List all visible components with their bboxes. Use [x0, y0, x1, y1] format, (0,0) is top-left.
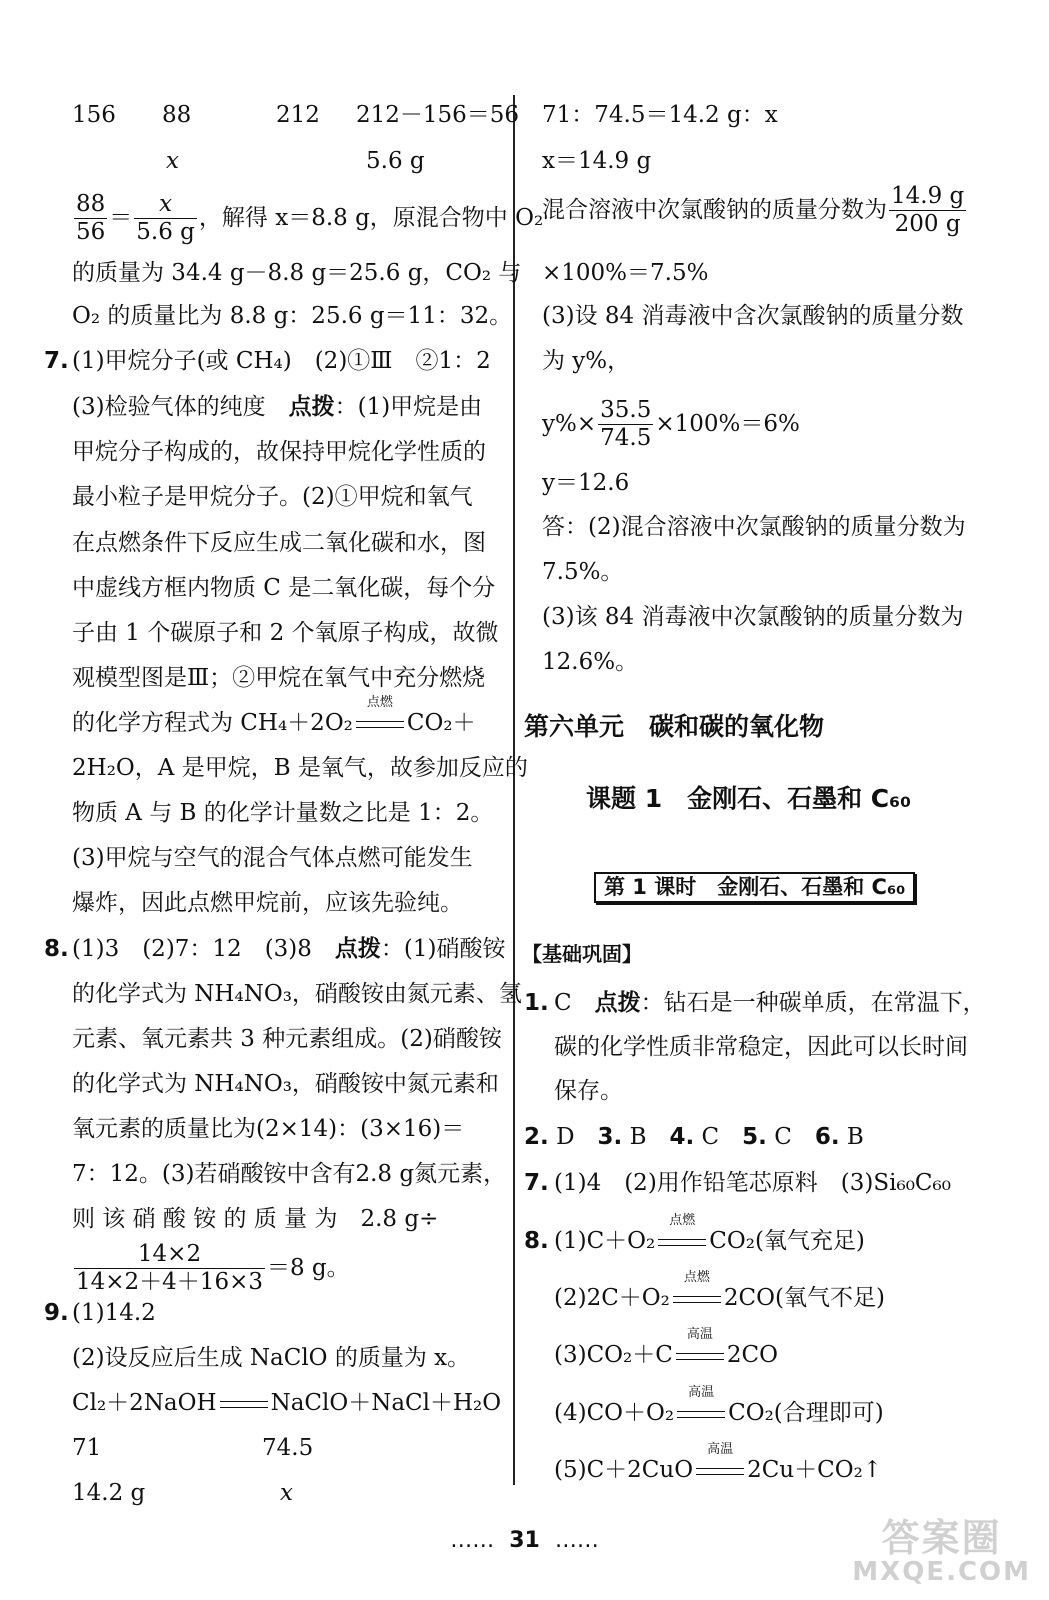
text-line: (3)设 84 消毒液中含次氯酸钠的质量分数 — [542, 303, 964, 329]
answer-number-8: 8. — [524, 1228, 549, 1254]
watermark-logo: 答案圈 MXQE.COM — [852, 1515, 1031, 1587]
text-line: (1)14.2 — [72, 1300, 156, 1326]
equation-line: (1)C＋O₂ 点燃 CO₂(氧气充足) — [554, 1213, 865, 1254]
calc-value: 71 — [72, 1435, 102, 1461]
text-line: 中虚线方框内物质 C 是二氧化碳，每个分 — [72, 575, 496, 601]
text-line: 碳的化学性质非常稳定，因此可以长时间 — [554, 1034, 968, 1060]
calc-value: 14.2 g — [72, 1480, 146, 1506]
text-line: 氧元素的质量比为(2×14)：(3×16)＝ — [72, 1116, 465, 1142]
text-line: 甲烷分子构成的，故保持甲烷化学性质的 — [72, 439, 486, 465]
page-number: 31 — [509, 1528, 540, 1553]
fraction-88-56: $\frac{88}{56}$ — [76, 191, 106, 246]
text-line: 的质量为 34.4 g－8.8 g＝25.6 g，CO₂ 与 — [72, 260, 522, 286]
calc-row-1-a: 156 — [72, 102, 116, 128]
text-line: ×100%＝7.5% — [542, 260, 709, 286]
text-line: (1)4 (2)用作铅笔芯原料 (3)Si₆₀C₆₀ — [554, 1170, 951, 1196]
reaction-equals-sign — [220, 1392, 268, 1415]
equation-line: Cl₂＋2NaOH NaClO＋NaCl＋H₂O — [72, 1390, 502, 1416]
text-line: x＝14.9 g — [542, 148, 652, 174]
text-line: 7.5%。 — [542, 559, 624, 585]
reaction-condition-arrow: 点燃 — [356, 712, 404, 735]
text-line: 物质 A 与 B 的化学计量数之比是 1：2。 — [72, 800, 494, 826]
text-line: 则 该 硝 酸 铵 的 质 量 为 2.8 g÷ — [72, 1206, 439, 1232]
calc-row-1-b: 88 — [162, 102, 192, 128]
answer-number-7: 7. — [524, 1170, 549, 1196]
reaction-condition-arrow: 点燃 — [673, 1287, 721, 1310]
text-line: 7：12。(3)若硝酸铵中含有2.8 g氮元素， — [72, 1161, 507, 1187]
text-line: C 点拨：钻石是一种碳单质，在常温下， — [554, 990, 986, 1016]
question-number-7: 7. — [44, 348, 69, 374]
text-line: 2H₂O，A 是甲烷，B 是氧气，故参加反应的 — [72, 755, 528, 781]
lesson-title: 课题 1 金刚石、石墨和 C₆₀ — [586, 784, 912, 813]
calc-row-2-b: 5.6 g — [366, 148, 425, 174]
calc-row-1-d: 212－156＝56 — [356, 102, 520, 128]
calc-row-1-c: 212 — [276, 102, 320, 128]
column-divider — [513, 95, 515, 1485]
fraction-14.9-200: $\frac{14.9 g}{200 g}$ — [891, 183, 965, 238]
hint-label: 点拨 — [594, 990, 641, 1016]
fraction-35.5-74.5: $\frac{35.5}{74.5}$ — [600, 397, 652, 452]
text-line: 的化学式为 NH₄NO₃，硝酸铵由氮元素、氢 — [72, 981, 522, 1007]
period-title-box: 第 1 课时 金刚石、石墨和 C₆₀ — [594, 872, 915, 903]
text-line: 观模型图是Ⅲ；②甲烷在氧气中充分燃烧 — [72, 665, 486, 691]
footer-dots: …… — [554, 1528, 599, 1553]
text-line: (1)3 (2)7：12 (3)8 点拨：(1)硝酸铵 — [72, 936, 506, 962]
text-line: (3)该 84 消毒液中次氯酸钠的质量分数为 — [542, 604, 964, 630]
text-line: 爆炸，因此点燃甲烷前，应该先验纯。 — [72, 890, 463, 916]
text-line: 为 y%， — [542, 348, 631, 374]
text-line: O₂ 的质量比为 8.8 g：25.6 g＝11：32。 — [72, 303, 513, 329]
calc-value: 74.5 — [262, 1435, 314, 1461]
question-number-9: 9. — [44, 1300, 69, 1326]
calc-row-2-a: x — [166, 148, 179, 174]
text-line: 最小粒子是甲烷分子。(2)①甲烷和氧气 — [72, 484, 473, 510]
fraction-line: $\frac{14\times 2}{14\times 2+4+16\times 3}$ ＝8 g。 — [76, 1241, 350, 1296]
fraction-x-5.6: $\frac{x}{5.6 g}$ — [136, 191, 195, 246]
text-line: 元素、氧元素共 3 种元素组成。(2)硝酸铵 — [72, 1026, 502, 1052]
unit-title: 第六单元 碳和碳的氧化物 — [524, 712, 825, 741]
answer-number-1: 1. — [524, 990, 549, 1016]
footer-dots: …… — [450, 1528, 495, 1553]
text-line: y＝12.6 — [542, 470, 630, 496]
question-number-8: 8. — [44, 936, 69, 962]
text-line: (3)甲烷与空气的混合气体点燃可能发生 — [72, 845, 473, 871]
text-line: 在点燃条件下反应生成二氧化碳和水，图 — [72, 530, 486, 556]
equation-line: (5)C＋2CuO 高温 2Cu＋CO₂↑ — [554, 1442, 883, 1483]
text-line: 71：74.5＝14.2 g：x — [542, 102, 778, 128]
hint-label: 点拨 — [334, 936, 381, 962]
reaction-condition-arrow: 高温 — [677, 1402, 725, 1425]
equation-line: (2)2C＋O₂ 点燃 2CO(氧气不足) — [554, 1270, 885, 1311]
text-line: 答：(2)混合溶液中次氯酸钠的质量分数为 — [542, 514, 966, 540]
equation-line: (4)CO＋O₂ 高温 CO₂(合理即可) — [554, 1385, 884, 1426]
calc-value: x — [280, 1480, 293, 1506]
text-line: (3)检验气体的纯度 点拨：(1)甲烷是由 — [72, 394, 483, 420]
answers-2-6: 2. D 3. B 4. C 5. C 6. B — [524, 1124, 864, 1150]
ratio-line: $\frac{88}{56}$ ＝ $\frac{x}{5.6 g}$ ，解得 x＝8.8 g，原混合物中 O₂ — [76, 191, 544, 246]
reaction-condition-arrow: 高温 — [696, 1459, 744, 1482]
text-line: (2)设反应后生成 NaClO 的质量为 x。 — [72, 1345, 471, 1371]
percent-equation-line: y%× $\frac{35.5}{74.5}$ ×100%＝6% — [542, 397, 800, 452]
reaction-condition-arrow: 高温 — [676, 1344, 724, 1367]
section-label: 【基础巩固】 — [522, 942, 642, 966]
mass-fraction-line: 混合溶液中次氯酸钠的质量分数为 $\frac{14.9 g}{200 g}$ — [542, 183, 965, 238]
molar-fraction: $\frac{14\times 2}{14\times 2+4+16\times 3}$ — [76, 1241, 263, 1296]
text-line: 保存。 — [554, 1078, 623, 1104]
text-line: 的化学式为 NH₄NO₃，硝酸铵中氮元素和 — [72, 1071, 499, 1097]
reaction-condition-arrow: 点燃 — [658, 1230, 706, 1253]
text-line: 子由 1 个碳原子和 2 个氧原子构成，故微 — [72, 620, 499, 646]
text-line: 12.6%。 — [542, 649, 639, 675]
equation-line: (3)CO₂＋C 高温 2CO — [554, 1327, 778, 1368]
text-line: (1)甲烷分子(或 CH₄) (2)①Ⅲ ②1：2 — [72, 348, 491, 374]
equation-line: 的化学方程式为 CH₄＋2O₂ 点燃 CO₂＋ — [72, 695, 476, 736]
hint-label: 点拨 — [288, 394, 335, 420]
